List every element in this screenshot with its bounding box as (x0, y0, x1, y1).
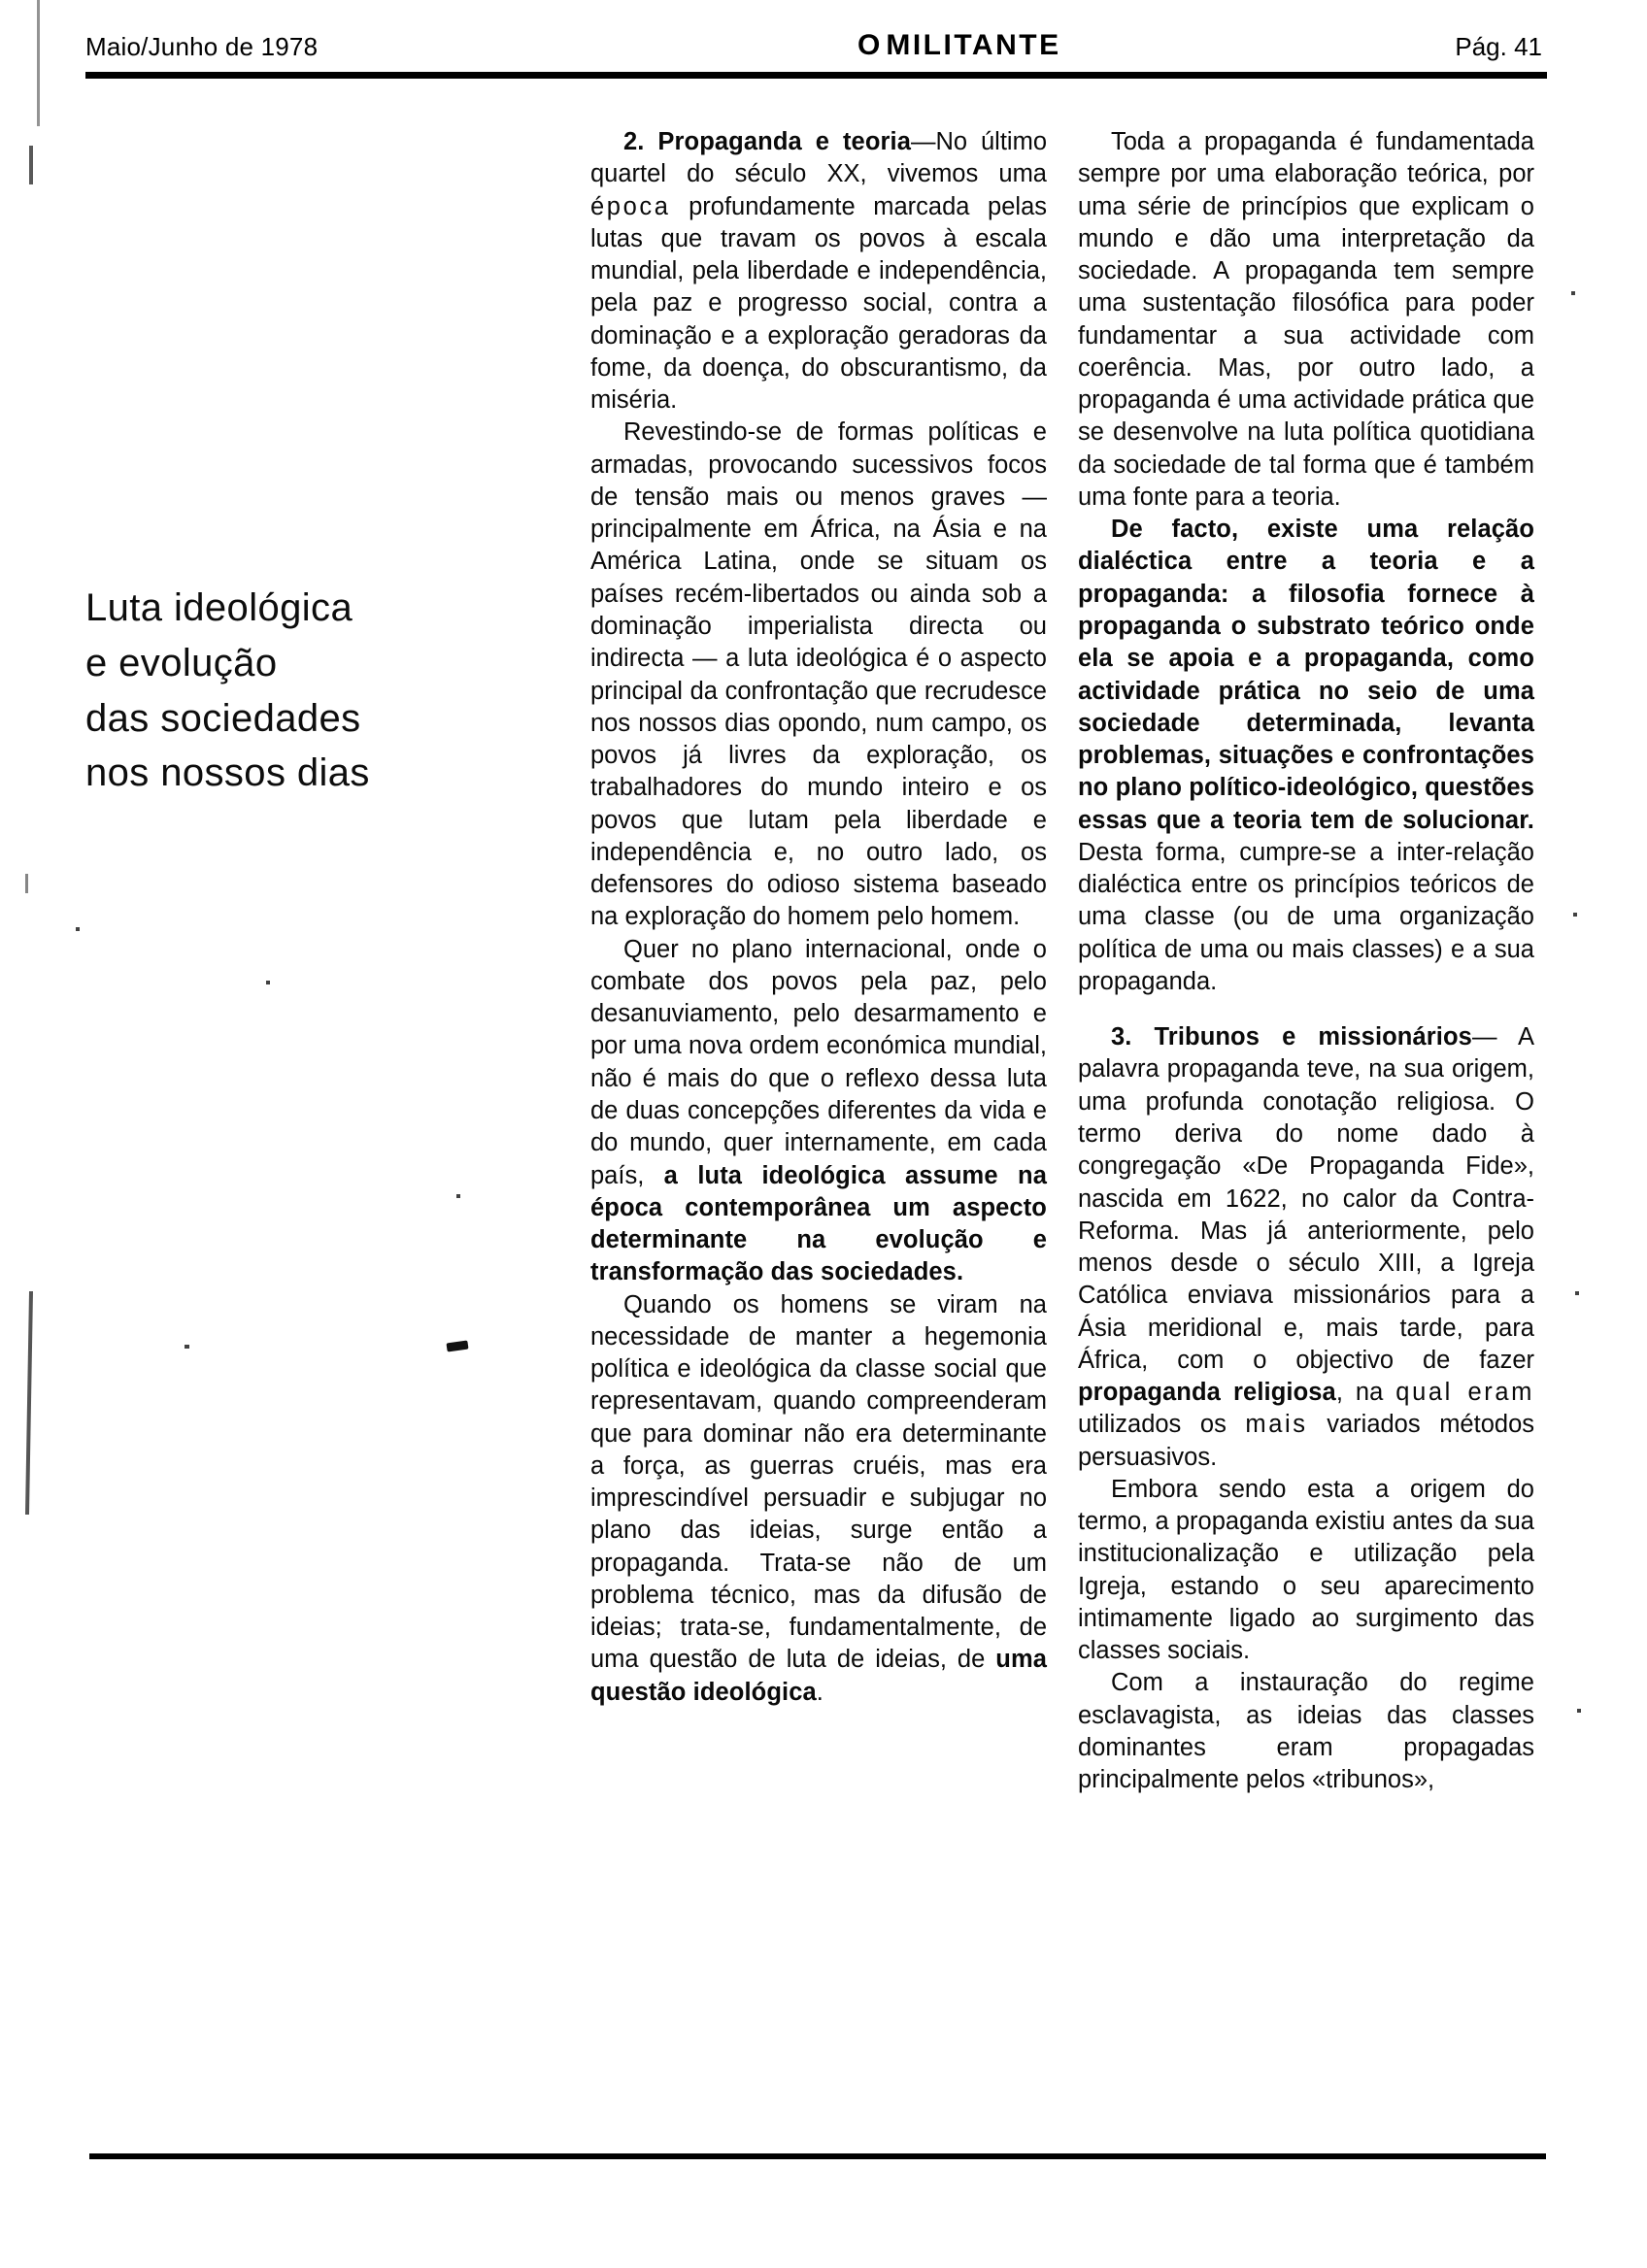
scan-speck (1577, 1709, 1581, 1713)
article-column-middle (590, 126, 1047, 1709)
masthead-rule (85, 72, 1547, 79)
section-2-dash: —No (911, 128, 968, 155)
article-column-right (1078, 126, 1534, 1797)
paragraph-embora-sendo: Embora sendo esta a origem do termo, a propaganda existiu antes da sua institucionalização e utilização pela Igreja, estando o seu aparecimento intimamente ligado ao surgimento das classes sociais. (1078, 1475, 1534, 1665)
publication-title-name: MILITANTE (886, 29, 1061, 61)
paragraph-de-facto (1078, 514, 1534, 998)
scan-artifact-left-edge (37, 0, 40, 126)
scan-speck (1573, 913, 1577, 917)
section-3-text-a: A palavra propaganda teve, na sua origem, uma profunda conotação religiosa. O termo deriva do nome dado à congregação «De Propaganda Fide», nascida em 1622, no calor da Contra-Reforma. Mas já anteriormente, pelo menos desde o século XIII, a Igreja Católica enviava missionários para a Ásia meridional e, mais tarde, para África, com o objectivo de fazer (1078, 1023, 1535, 1374)
paragraph-section-3 (1078, 1021, 1534, 1474)
paragraph-quando-bold: uma questão ideológica (590, 1646, 1047, 1706)
section-3-text-b: , na (1335, 1379, 1396, 1407)
paragraph-section-2 (590, 126, 1047, 417)
scan-artifact-ink-dash (446, 1341, 468, 1352)
section-3-bold: propaganda religiosa (1078, 1379, 1336, 1407)
publication-title-o: O (857, 29, 887, 61)
scan-speck (266, 981, 270, 984)
paragraph-revestindo: Revestindo-se de formas políticas e armadas, provocando sucessivos focos de tensão mais ou menos graves — principalmente em África, na Ásia e na América Latina, onde se situam os países recém-libertados ou ainda sob a dominação imperialista directa ou indirecta — a luta ideológica é o aspecto principal da confrontação que recrudesce nos nossos dias opondo, num campo, os povos já livres da exploração, os trabalhadores do mundo inteiro e os povos que lutam pela liberdade e independência e, no outro lado, os defensores do odioso sistema baseado na exploração do homem pelo homem. (590, 418, 1047, 931)
section-2-text-spaced: época (590, 192, 671, 220)
section-2-text-b: profundamente marcada pelas lutas que travam os povos à escala mundial, pela liberdade e independência, pela paz e progresso social, contra a dominação e a exploração geradoras da fome, da doença, do obscurantismo, da miséria. (590, 192, 1047, 415)
paragraph-de-facto-bold: De facto, existe uma relação dialéctica entre a teoria e a propaganda: a filosofia fornece à propaganda o substrato teórico onde ela se apoia e a propaganda, como actividade prática no seio de uma sociedade determinada, levanta problemas, situações e confrontações no plano político-ideológico, questões essas que a teoria tem de solucionar. (1078, 516, 1534, 834)
headline-line-4: nos nossos dias (85, 751, 370, 795)
scan-speck (1575, 1291, 1579, 1295)
scan-speck (76, 927, 80, 931)
masthead (85, 17, 1542, 62)
paragraph-quer-bold: a luta ideológica assume na época contemporânea um aspecto determinante na evolução e transformação das sociedades (590, 1161, 1047, 1286)
paragraph-quando-os-homens (590, 1289, 1047, 1709)
publication-title (857, 29, 1061, 62)
section-2-text-a: último quartel do século XX, vivemos uma (590, 128, 1047, 188)
paragraph-quer-text-a: Quer no plano internacional, onde o combate dos povos pela paz, pelo desanuviamento, pelo desarmamento e por uma nova ordem económica mundial, não é mais do que o reflexo dessa luta de duas concepções diferentes da vida e do mundo, quer internamente, em cada país, (590, 935, 1047, 1189)
paragraph-quer-bold-period: . (956, 1258, 964, 1286)
paragraph-toda-a-propaganda: Toda a propaganda é fundamentada sempre por uma elaboração teórica, por uma série de princípios que explicam o mundo e dão uma interpretação da sociedade. A propaganda tem sempre uma sustentação filosófica para poder fundamentar a sua actividade com coerência. Mas, por outro lado, a propaganda é uma actividade prática que se desenvolve na luta política quotidiana da sociedade de tal forma que é também uma fonte para a teoria. (1078, 128, 1534, 511)
footer-rule (89, 2153, 1546, 2159)
scan-speck (456, 1194, 460, 1198)
article-headline (85, 581, 542, 801)
paragraph-de-facto-rest: Desta forma, cumpre-se a inter-relação dialéctica entre os princípios teóricos de uma classe (ou de uma organização política de uma ou mais classes) e a sua propaganda. (1078, 838, 1534, 995)
section-3-dash: — (1471, 1023, 1497, 1051)
section-3-text-spaced: qual eram (1395, 1379, 1534, 1407)
scan-artifact-left-mark (29, 146, 33, 184)
paragraph-com-a-instauracao: Com a instauração do regime esclavagista, as ideias das classes dominantes eram propagadas principalmente pelos «tribunos», (1078, 1669, 1534, 1794)
masthead-date: Maio/Junho de 1978 (85, 32, 319, 61)
scan-speck (185, 1345, 189, 1349)
scan-speck (1571, 291, 1575, 295)
scan-artifact-left-streak (25, 1291, 33, 1515)
scan-artifact-left-tick (25, 874, 28, 893)
section-2-heading: 2. Propaganda e teoria (623, 128, 912, 155)
section-3-text-c: utilizados os (1078, 1411, 1246, 1439)
paragraph-quando-text-a: Quando os homens se viram na necessidade de manter a hegemonia política e ideológica da classe social que representavam, quando compreenderam que para dominar não era determinante a força, as guerras cruéis, mas era imprescindível persuadir e subjugar no plano das ideias, surge então a propaganda. Trata-se não de um problema técnico, mas da difusão de ideias; trata-se, fundamentalmente, de uma questão de luta de ideias, de (590, 1290, 1047, 1674)
paragraph-quando-period: . (816, 1678, 824, 1706)
headline-line-1: Luta ideológica (85, 586, 353, 629)
paragraph-quer-no-plano (590, 934, 1047, 1289)
headline-line-3: das sociedades (85, 696, 361, 740)
page-number: Pág. 41 (1455, 32, 1542, 61)
headline-line-2: e evolução (85, 641, 278, 684)
section-3-text-d: variados métodos persuasivos. (1078, 1411, 1534, 1471)
section-3-text-spaced-2: mais (1245, 1411, 1308, 1439)
section-3-heading: 3. Tribunos e missionários (1111, 1023, 1472, 1051)
